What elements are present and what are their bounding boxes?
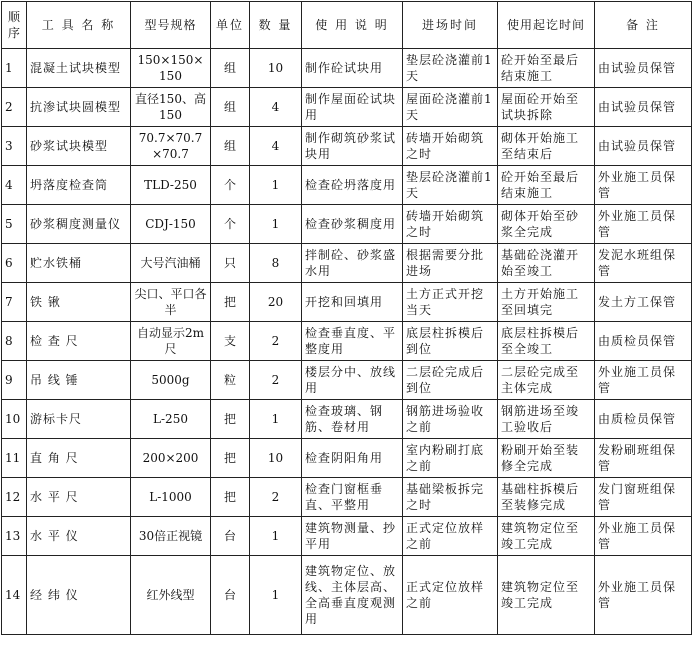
table-row xyxy=(2,88,692,127)
row-number-cell: 8 xyxy=(2,322,27,361)
table-row xyxy=(2,322,692,361)
remark-cell: 由试验员保管 xyxy=(595,88,692,127)
table-row xyxy=(2,517,692,556)
remark-cell: 发土方工保管 xyxy=(595,283,692,322)
header-cell-remark: 备 注 xyxy=(595,2,692,49)
remark-cell: 由质检员保管 xyxy=(595,400,692,439)
tool-name-cell: 检 查 尺 xyxy=(27,322,131,361)
entry-time-cell: 根据需要分批进场 xyxy=(403,244,498,283)
quantity-cell: 10 xyxy=(250,439,302,478)
unit-cell: 把 xyxy=(211,439,250,478)
header-cell-name: 工 具 名 称 xyxy=(27,2,131,49)
entry-time-cell: 正式定位放样之前 xyxy=(403,517,498,556)
model-spec-cell: TLD-250 xyxy=(131,166,211,205)
entry-time-cell: 垫层砼浇灌前1天 xyxy=(403,49,498,88)
header-cell-period: 使用起讫时间 xyxy=(498,2,595,49)
row-number-cell: 14 xyxy=(2,556,27,635)
table-row xyxy=(2,49,692,88)
quantity-cell: 1 xyxy=(250,205,302,244)
remark-cell: 外业施工员保管 xyxy=(595,205,692,244)
usage-period-cell: 建筑物定位至竣工完成 xyxy=(498,556,595,635)
tool-name-cell: 水 平 仪 xyxy=(27,517,131,556)
quantity-cell: 2 xyxy=(250,361,302,400)
tool-name-cell: 直 角 尺 xyxy=(27,439,131,478)
quantity-cell: 2 xyxy=(250,478,302,517)
model-spec-cell: 200×200 xyxy=(131,439,211,478)
unit-cell: 组 xyxy=(211,127,250,166)
remark-cell: 外业施工员保管 xyxy=(595,556,692,635)
entry-time-cell: 钢筋进场验收之前 xyxy=(403,400,498,439)
quantity-cell: 1 xyxy=(250,556,302,635)
table-row xyxy=(2,127,692,166)
usage-period-cell: 基础砼浇灌开始至竣工 xyxy=(498,244,595,283)
row-number-cell: 4 xyxy=(2,166,27,205)
tool-table xyxy=(1,1,692,635)
row-number-cell: 13 xyxy=(2,517,27,556)
model-spec-cell: L-250 xyxy=(131,400,211,439)
unit-cell: 个 xyxy=(211,205,250,244)
tool-name-cell: 砂浆试块模型 xyxy=(27,127,131,166)
remark-cell: 由试验员保管 xyxy=(595,127,692,166)
remark-cell: 发泥水班组保管 xyxy=(595,244,692,283)
usage-period-cell: 基础柱拆模后至装修完成 xyxy=(498,478,595,517)
table-row xyxy=(2,166,692,205)
table-row xyxy=(2,283,692,322)
quantity-cell: 1 xyxy=(250,166,302,205)
table-row xyxy=(2,556,692,635)
entry-time-cell: 屋面砼浇灌前1天 xyxy=(403,88,498,127)
row-number-cell: 9 xyxy=(2,361,27,400)
quantity-cell: 2 xyxy=(250,322,302,361)
row-number-cell: 1 xyxy=(2,49,27,88)
entry-time-cell: 二层砼完成后到位 xyxy=(403,361,498,400)
quantity-cell: 4 xyxy=(250,127,302,166)
tool-name-cell: 吊 线 锤 xyxy=(27,361,131,400)
header-cell-no: 顺序 xyxy=(2,2,27,49)
unit-cell: 个 xyxy=(211,166,250,205)
quantity-cell: 20 xyxy=(250,283,302,322)
unit-cell: 组 xyxy=(211,49,250,88)
header-cell-spec: 型号规格 xyxy=(131,2,211,49)
row-number-cell: 11 xyxy=(2,439,27,478)
unit-cell: 台 xyxy=(211,517,250,556)
usage-period-cell: 粉刷开始至装修全完成 xyxy=(498,439,595,478)
tool-name-cell: 水 平 尺 xyxy=(27,478,131,517)
quantity-cell: 8 xyxy=(250,244,302,283)
usage-note-cell: 制作砼试块用 xyxy=(302,49,403,88)
model-spec-cell: 150×150×150 xyxy=(131,49,211,88)
unit-cell: 支 xyxy=(211,322,250,361)
unit-cell: 把 xyxy=(211,478,250,517)
row-number-cell: 3 xyxy=(2,127,27,166)
usage-period-cell: 建筑物定位至竣工完成 xyxy=(498,517,595,556)
unit-cell: 把 xyxy=(211,400,250,439)
quantity-cell: 1 xyxy=(250,517,302,556)
entry-time-cell: 土方正式开挖当天 xyxy=(403,283,498,322)
tool-name-cell: 混凝土试块模型 xyxy=(27,49,131,88)
usage-note-cell: 检查玻璃、钢筋、卷材用 xyxy=(302,400,403,439)
model-spec-cell: 红外线型 xyxy=(131,556,211,635)
remark-cell: 外业施工员保管 xyxy=(595,361,692,400)
usage-period-cell: 屋面砼开始至试块拆除 xyxy=(498,88,595,127)
usage-note-cell: 楼层分中、放线用 xyxy=(302,361,403,400)
unit-cell: 台 xyxy=(211,556,250,635)
usage-period-cell: 底层柱拆模后至全竣工 xyxy=(498,322,595,361)
remark-cell: 由试验员保管 xyxy=(595,49,692,88)
remark-cell: 外业施工员保管 xyxy=(595,166,692,205)
usage-note-cell: 制作砌筑砂浆试块用 xyxy=(302,127,403,166)
entry-time-cell: 砖墙开始砌筑之时 xyxy=(403,205,498,244)
usage-note-cell: 建筑物定位、放线、主体层高、全高垂直度观测用 xyxy=(302,556,403,635)
table-row xyxy=(2,361,692,400)
usage-period-cell: 土方开始施工至回填完 xyxy=(498,283,595,322)
model-spec-cell: 70.7×70.7×70.7 xyxy=(131,127,211,166)
tool-name-cell: 铁 锹 xyxy=(27,283,131,322)
usage-period-cell: 砼开始至最后结束施工 xyxy=(498,166,595,205)
usage-period-cell: 钢筋进场至竣工验收后 xyxy=(498,400,595,439)
entry-time-cell: 基础梁板拆完之时 xyxy=(403,478,498,517)
unit-cell: 组 xyxy=(211,88,250,127)
row-number-cell: 10 xyxy=(2,400,27,439)
usage-note-cell: 检查垂直度、平整度用 xyxy=(302,322,403,361)
header-cell-entry: 进场时间 xyxy=(403,2,498,49)
model-spec-cell: L-1000 xyxy=(131,478,211,517)
usage-note-cell: 拌制砼、砂浆盛水用 xyxy=(302,244,403,283)
row-number-cell: 2 xyxy=(2,88,27,127)
usage-period-cell: 砼开始至最后结束施工 xyxy=(498,49,595,88)
quantity-cell: 1 xyxy=(250,400,302,439)
tool-name-cell: 经 纬 仪 xyxy=(27,556,131,635)
entry-time-cell: 砖墙开始砌筑之时 xyxy=(403,127,498,166)
tool-name-cell: 砂浆稠度测量仪 xyxy=(27,205,131,244)
tool-name-cell: 贮水铁桶 xyxy=(27,244,131,283)
table-row xyxy=(2,400,692,439)
remark-cell: 由质检员保管 xyxy=(595,322,692,361)
header-cell-usage: 使 用 说 明 xyxy=(302,2,403,49)
row-number-cell: 7 xyxy=(2,283,27,322)
usage-period-cell: 砌体开始施工至结束后 xyxy=(498,127,595,166)
unit-cell: 只 xyxy=(211,244,250,283)
entry-time-cell: 底层柱拆模后到位 xyxy=(403,322,498,361)
remark-cell: 发粉刷班组保管 xyxy=(595,439,692,478)
header-cell-qty: 数 量 xyxy=(250,2,302,49)
usage-note-cell: 检查砼坍落度用 xyxy=(302,166,403,205)
usage-period-cell: 砌体开始至砂浆全完成 xyxy=(498,205,595,244)
table-row xyxy=(2,439,692,478)
unit-cell: 粒 xyxy=(211,361,250,400)
model-spec-cell: 尖口、平口各半 xyxy=(131,283,211,322)
unit-cell: 把 xyxy=(211,283,250,322)
quantity-cell: 4 xyxy=(250,88,302,127)
header-row xyxy=(2,2,692,49)
row-number-cell: 6 xyxy=(2,244,27,283)
table-row xyxy=(2,205,692,244)
usage-note-cell: 开挖和回填用 xyxy=(302,283,403,322)
remark-cell: 外业施工员保管 xyxy=(595,517,692,556)
usage-period-cell: 二层砼完成至主体完成 xyxy=(498,361,595,400)
header-cell-unit: 单位 xyxy=(211,2,250,49)
table-body xyxy=(2,2,692,635)
model-spec-cell: 30倍正视镜 xyxy=(131,517,211,556)
model-spec-cell: 自动显示2m尺 xyxy=(131,322,211,361)
model-spec-cell: CDJ-150 xyxy=(131,205,211,244)
entry-time-cell: 垫层砼浇灌前1天 xyxy=(403,166,498,205)
usage-note-cell: 检查阴阳角用 xyxy=(302,439,403,478)
model-spec-cell: 5000g xyxy=(131,361,211,400)
usage-note-cell: 检查砂浆稠度用 xyxy=(302,205,403,244)
tool-name-cell: 游标卡尺 xyxy=(27,400,131,439)
table-row xyxy=(2,244,692,283)
usage-note-cell: 制作屋面砼试块用 xyxy=(302,88,403,127)
tool-name-cell: 坍落度检查筒 xyxy=(27,166,131,205)
row-number-cell: 5 xyxy=(2,205,27,244)
entry-time-cell: 正式定位放样之前 xyxy=(403,556,498,635)
model-spec-cell: 直径150、高150 xyxy=(131,88,211,127)
remark-cell: 发门窗班组保管 xyxy=(595,478,692,517)
tool-name-cell: 抗渗试块圆模型 xyxy=(27,88,131,127)
quantity-cell: 10 xyxy=(250,49,302,88)
usage-note-cell: 检查门窗框垂直、平整用 xyxy=(302,478,403,517)
model-spec-cell: 大号汽油桶 xyxy=(131,244,211,283)
row-number-cell: 12 xyxy=(2,478,27,517)
usage-note-cell: 建筑物测量、抄平用 xyxy=(302,517,403,556)
entry-time-cell: 室内粉刷打底之前 xyxy=(403,439,498,478)
table-row xyxy=(2,478,692,517)
